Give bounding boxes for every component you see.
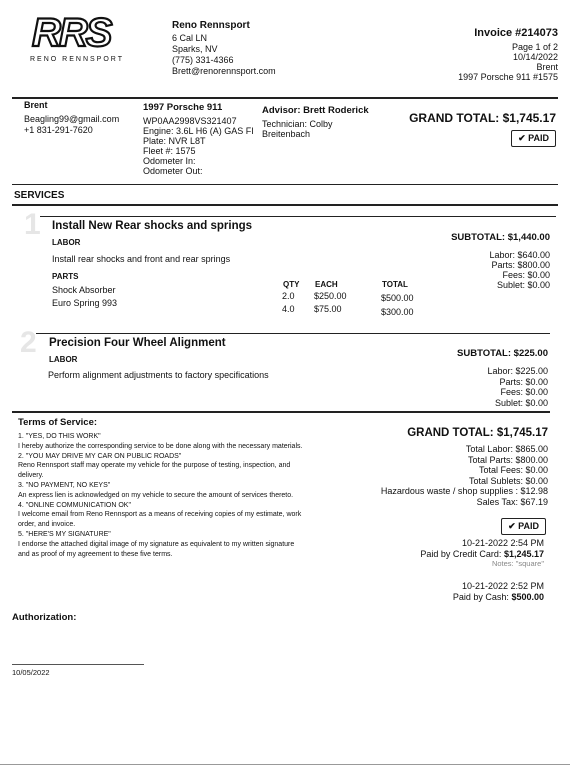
payment-credit (420, 538, 544, 570)
shop-name: Reno Rennsport (172, 20, 250, 31)
shop-logo (30, 12, 152, 62)
totals-breakdown (381, 444, 548, 507)
payment-cash (453, 581, 544, 602)
part-qty: 4.0 (282, 304, 295, 314)
part-each: $75.00 (314, 304, 342, 314)
service-2-parts: Parts: $0.00 (499, 376, 548, 387)
part-name: Euro Spring 993 (52, 298, 118, 308)
service-1-top-line (40, 216, 556, 217)
invoice-date: 10/14/2022 (512, 52, 558, 62)
shop-address-line2: Sparks, NV (172, 44, 218, 54)
signature-line (12, 664, 144, 665)
list-item: 5. "HERE'S MY SIGNATURE" (18, 530, 111, 538)
service-1-parts-label: PARTS (52, 272, 79, 281)
service-2-number: 2 (20, 326, 37, 359)
shop-phone: (775) 331-4366 (172, 55, 234, 65)
service-1-subtotal: SUBTOTAL: $1,440.00 (451, 232, 550, 243)
vehicle-engine: Engine: 3.6L H6 (A) GAS FI (143, 126, 254, 136)
part-each: $250.00 (314, 291, 347, 301)
parts-col-total: TOTAL (382, 280, 408, 289)
invoice-vehicle: 1997 Porsche 911 #1575 (458, 72, 558, 82)
payment-method: Paid by Credit Card: (420, 548, 502, 559)
payment-method: Paid by Cash: (452, 591, 509, 602)
header-paid-badge (511, 130, 556, 147)
terms-divider (12, 411, 550, 413)
list-item: 2. "YOU MAY DRIVE MY CAR ON PUBLIC ROADS" (18, 452, 182, 460)
service-1-sublet: Sublet: $0.00 (496, 280, 550, 290)
service-1-parts: Parts: $800.00 (491, 260, 550, 270)
footer-line (0, 764, 570, 765)
payment-amount: $1,245.17 (503, 548, 544, 559)
customer-phone: +1 831-291-7620 (24, 125, 93, 135)
service-2-sublet: Sublet: $0.00 (494, 397, 548, 408)
service-1-title: Install New Rear shocks and springs (52, 220, 253, 232)
invoice-page: Page 1 of 2 (511, 42, 558, 52)
service-1-fees: Fees: $0.00 (502, 270, 550, 280)
list-item: I hereby authorize the corresponding service to be done along with the necessary materials. (18, 442, 303, 450)
vehicle-odometer-out: Odometer Out: (143, 166, 203, 176)
list-item: 3. "NO PAYMENT, NO KEYS" (18, 481, 111, 489)
shop-email: Brett@renorennsport.com (172, 66, 276, 76)
part-total: $300.00 (381, 307, 414, 317)
list-item: 4. "ONLINE COMMUNICATION OK" (18, 501, 131, 509)
payment-amount: $500.00 (511, 591, 544, 602)
payment-line (420, 549, 544, 560)
service-2-subtotal: SUBTOTAL: $225.00 (457, 348, 548, 359)
shop-address-line1: 6 Cal LN (172, 33, 208, 43)
services-header: SERVICES (14, 190, 65, 201)
customer-email: Beagling99@gmail.com (24, 114, 120, 124)
total-hazardous: Hazardous waste / shop supplies : $12.98 (380, 486, 548, 496)
service-2-labor-desc: Perform alignment adjustments to factory specifications (48, 370, 269, 380)
vehicle-plate: Plate: NVR L8T (143, 136, 206, 146)
list-item: Reno Rennsport staff may operate my vehicle for the purpose of testing, inspection, and (18, 462, 291, 470)
service-1-number: 1 (24, 208, 41, 241)
service-2-breakdown (487, 366, 548, 408)
paid-label: PAID (518, 521, 539, 531)
advisor-name: Advisor: Brett Roderick (262, 105, 369, 116)
service-2-title: Precision Four Wheel Alignment (49, 337, 226, 349)
service-1-labor-label: LABOR (52, 238, 81, 247)
authorization-date: 10/05/2022 (12, 668, 50, 677)
header-divider (12, 97, 558, 99)
list-item: I endorse the attached digital image of my signature as equivalent to my written signature (18, 540, 295, 548)
payment-date: 10-21-2022 2:52 PM (461, 581, 544, 591)
part-name: Shock Absorber (52, 285, 116, 295)
list-item: 1. "YES, DO THIS WORK" (18, 433, 101, 440)
service-1-labor: Labor: $640.00 (489, 250, 550, 260)
terms-title: Terms of Service: (18, 417, 98, 428)
part-qty: 2.0 (282, 291, 295, 301)
technician-name: Technician: Colby (262, 119, 333, 129)
table-row (52, 298, 432, 317)
list-item: I welcome email from Reno Rennsport as a means of receiving copies of my estimate, work (18, 511, 302, 519)
totals-paid-badge (501, 518, 546, 535)
vehicle-info (143, 103, 254, 176)
total-sublets: Total Sublets: $0.00 (468, 475, 548, 486)
total-fees: Total Fees: $0.00 (478, 465, 548, 475)
vehicle-fleet: Fleet #: 1575 (143, 146, 196, 156)
vehicle-vin: WP0AA2998VS321407 (143, 116, 237, 126)
service-2-fees: Fees: $0.00 (500, 387, 548, 397)
invoice-customer: Brent (536, 62, 558, 72)
service-2-labor-label: LABOR (49, 355, 78, 364)
payment-line (453, 592, 544, 603)
payment-date: 10-21-2022 2:54 PM (461, 538, 544, 548)
total-sales-tax: Sales Tax: $67.19 (476, 496, 548, 507)
vehicle-odometer-in: Odometer In: (143, 156, 196, 166)
shop-logo-tagline: RENO RENNSPORT (30, 56, 124, 63)
parts-col-each: EACH (315, 280, 338, 289)
total-labor: Total Labor: $865.00 (465, 444, 548, 454)
service-2-top-line (36, 333, 550, 334)
grand-total: GRAND TOTAL: $1,745.17 (407, 427, 548, 439)
service-1-breakdown (489, 250, 550, 290)
authorization-label: Authorization: (12, 612, 77, 623)
customer-name: Brent (24, 100, 48, 110)
service-2-labor: Labor: $225.00 (487, 366, 548, 376)
parts-col-qty: QTY (283, 280, 300, 289)
total-parts: Total Parts: $800.00 (467, 454, 548, 465)
customer-info (24, 100, 119, 136)
list-item: An express lien is acknowledged on my vehicle to secure the amount of services thereto. (18, 491, 294, 499)
services-bottom-divider (12, 204, 558, 206)
terms-list (18, 432, 328, 559)
list-item: order, and invoice. (18, 521, 76, 529)
vehicle-title: 1997 Porsche 911 (143, 102, 223, 113)
check-icon: ✔ (508, 521, 516, 531)
payment-notes: Notes: "square" (491, 559, 544, 568)
shop-logo-mark: RRS (32, 12, 111, 52)
invoice-info (458, 28, 558, 82)
part-total: $500.00 (381, 293, 414, 303)
header-grand-total: GRAND TOTAL: $1,745.17 (409, 111, 556, 125)
check-icon: ✔ (518, 133, 526, 143)
list-item: delivery. (18, 472, 44, 480)
services-top-divider (12, 184, 558, 185)
service-1-labor-desc: Install rear shocks and front and rear springs (52, 254, 231, 264)
advisor-info (262, 106, 369, 139)
technician-name-cont: Breitenbach (262, 129, 311, 139)
list-item: and as proof of my agreement to these five terms. (18, 550, 173, 558)
invoice-title: Invoice #214073 (474, 27, 558, 39)
shop-logo-graphic (30, 12, 152, 52)
paid-label: PAID (528, 133, 549, 143)
shop-info (172, 20, 276, 77)
